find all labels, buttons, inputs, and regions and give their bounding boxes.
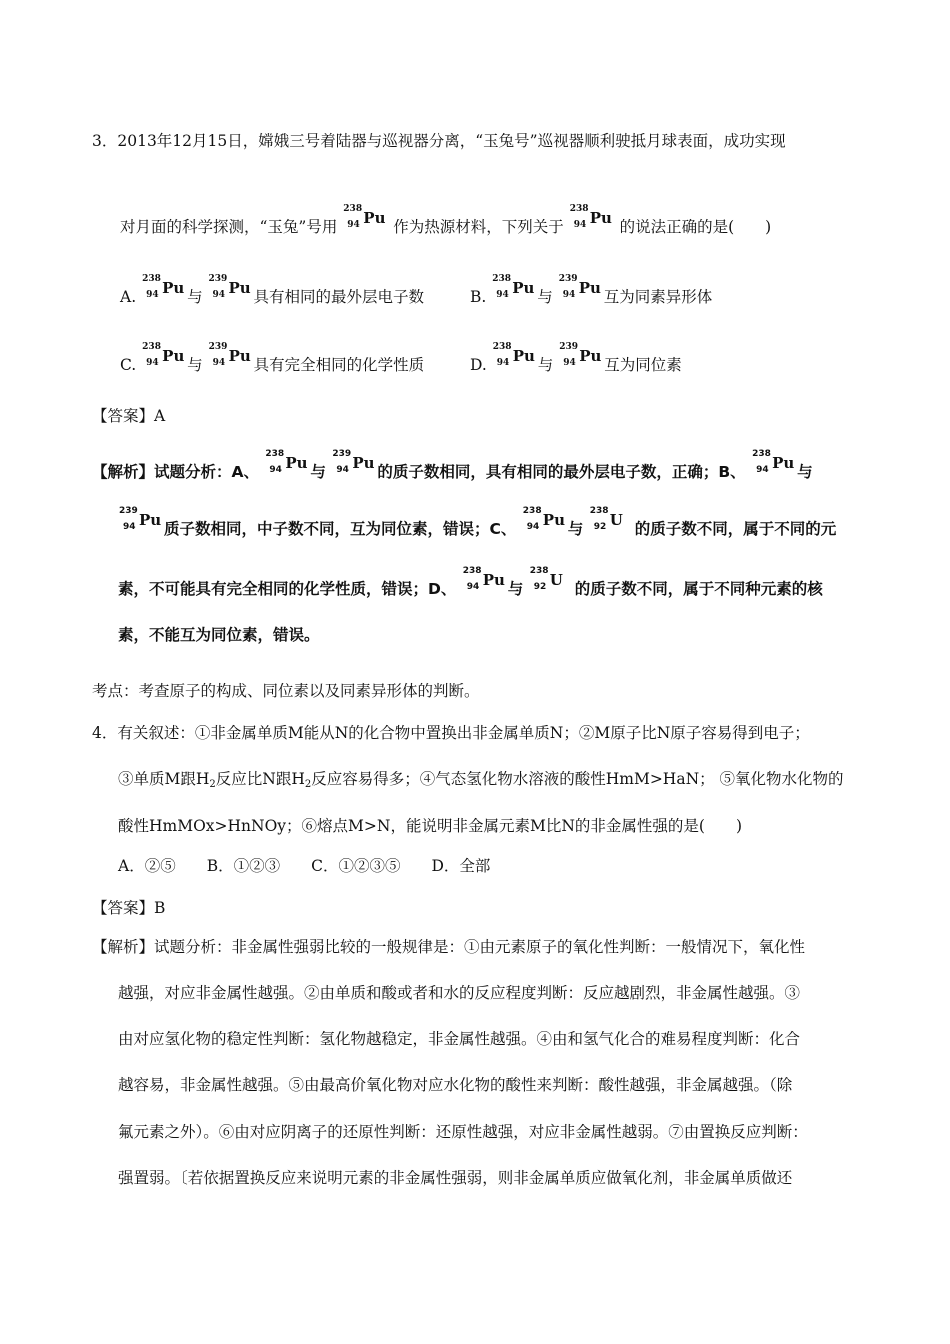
q4-explanation-line1: 【解析】试题分析：非金属性强弱比较的一般规律是：①由元素原子的氧化性判断：一般情况下，氧化性: [92, 938, 806, 956]
nuclide-pu238: 238 94 Pu: [462, 566, 505, 592]
q4-explanation-line6: 强置弱。〔若依据置换反应来说明元素的非金属性强弱，则非金属单质应做氧化剂，非金属单质做还: [118, 1169, 793, 1187]
text: 的说法正确的是( ): [619, 218, 772, 236]
q4-options: A．②⑤ B．①②③ C．①②③⑤ D．全部: [118, 857, 491, 875]
q4-explanation-line2: 越强，对应非金属性越强。②由单质和酸或者和水的反应程度判断：反应越剧烈，非金属性越强。③: [118, 984, 801, 1002]
nuclide-pu238: 238 94 Pu: [522, 506, 565, 532]
q3-explanation-line4: 素，不能互为同位素，错误。: [118, 626, 320, 644]
q3-line2: [120, 204, 772, 238]
q3-explanation-line3: 素，不可能具有完全相同的化学性质，错误；D、 238 94 Pu 与 238 92 U 的质子数不同，属于不同种元素的核: [118, 566, 823, 598]
q4-line2: ③单质M跟$H_2$反应比N跟$H_2$反应容易得多；④气态氢化物水溶液的酸性HmM>HaN； ⑤氧化物水化物的: [118, 770, 844, 790]
nuclide-pu238: 238 94 Pu: [142, 274, 185, 300]
q4-explanation-line4: 越容易，非金属性越强。⑤由最高价氧化物对应水化物的酸性来判断：酸性越强，非金属越强。（除: [118, 1076, 793, 1094]
nuclide-pu239: 239 94 Pu: [208, 342, 251, 368]
nuclide-pu238: 238 94 Pu: [569, 204, 612, 230]
q3-kaodian: 考点：考查原子的构成、同位素以及同素异形体的判断。: [92, 682, 480, 700]
q3-explanation-line2: 239 94 Pu 质子数相同，中子数不同，互为同位素，错误；C、 238 94 Pu 与 238 92 U 的质子数不同，属于不同的元: [119, 506, 837, 538]
nuclide-pu238: 238 94 Pu: [265, 449, 308, 475]
q3-option-a: A. 238 94 Pu 与 239 94 Pu 具有相同的最外层电子数: [120, 274, 425, 306]
nuclide-u238: 238 92 U: [589, 506, 623, 532]
q3-explanation-line1: 【解析】试题分析：A、 238 94 Pu 与 239 94 Pu 的质子数相同，具有相同的最外层电子数，正确；B、 238 94 Pu 与: [92, 449, 813, 481]
nuclide-pu238: 238 94 Pu: [343, 204, 386, 230]
q4-explanation-line3: 由对应氢化物的稳定性判断：氢化物越稳定，非金属性越强。④由和氢气化合的难易程度判断：化合: [118, 1030, 801, 1048]
nuclide-pu238: 238 94 Pu: [752, 449, 795, 475]
q4-line1: 4．有关叙述：①非金属单质M能从N的化合物中置换出非金属单质N；②M原子比N原子容易得到电子；: [92, 724, 810, 742]
nuclide-pu239: 239 94 Pu: [558, 274, 601, 300]
q3-option-d: D. 238 94 Pu 与 239 94 Pu 互为同位素: [470, 342, 682, 374]
nuclide-pu239: 239 94 Pu: [332, 449, 375, 475]
text: 作为热源材料，下列关于: [393, 218, 564, 236]
nuclide-u238: 238 92 U: [529, 566, 563, 592]
nuclide-pu238: 238 94 Pu: [492, 274, 535, 300]
text: 对月面的科学探测，“玉兔”号用: [120, 218, 338, 236]
q3-option-c: C. 238 94 Pu 与 239 94 Pu 具有完全相同的化学性质: [120, 342, 425, 374]
nuclide-pu238: 238 94 Pu: [142, 342, 185, 368]
q4-explanation-line5: 氟元素之外）。⑥由对应阴离子的还原性判断：还原性越强，对应非金属性越弱。⑦由置换反应判断：: [118, 1123, 808, 1141]
nuclide-pu239: 239 94 Pu: [119, 506, 162, 532]
q4-line3: 酸性HmMOx>HnNOy；⑥熔点M>N，能说明非金属元素M比N的非金属性强的是( ): [118, 817, 742, 835]
q3-option-b: B. 238 94 Pu 与 239 94 Pu 互为同素异形体: [470, 274, 713, 306]
q3-answer: 【答案】A: [92, 407, 166, 425]
nuclide-pu238: 238 94 Pu: [492, 342, 535, 368]
q4-answer: 【答案】B: [92, 899, 166, 917]
nuclide-pu239: 239 94 Pu: [559, 342, 602, 368]
q3-line1: 3．2013年12月15日，嫦娥三号着陆器与巡视器分离，“玉兔号”巡视器顺利驶抵月球表面，成功实现: [92, 132, 786, 150]
nuclide-pu239: 239 94 Pu: [208, 274, 251, 300]
